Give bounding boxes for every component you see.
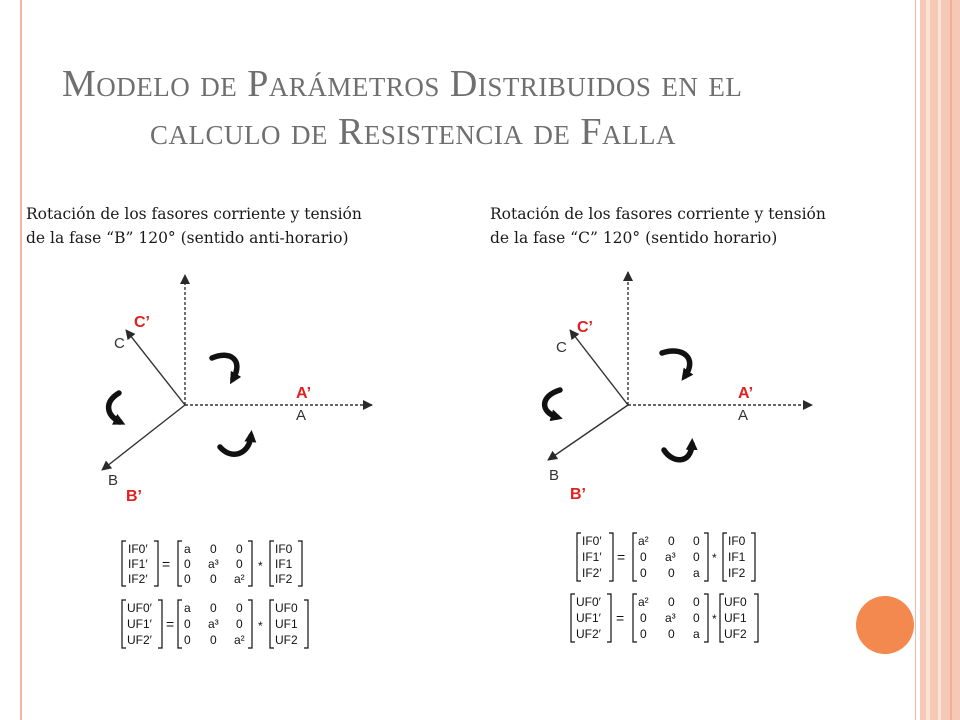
- vector-entry: UF2′: [127, 633, 152, 647]
- vector-entry: IF0: [275, 542, 293, 556]
- rotation-arrow-icon: [662, 351, 690, 376]
- phasor-b-arrow: [548, 405, 628, 460]
- label-a-prime: A’: [738, 385, 754, 402]
- bracket: [704, 594, 708, 642]
- matrix-cell: a³: [208, 617, 219, 631]
- matrix-cell: a²: [234, 633, 245, 647]
- bracket: [577, 533, 581, 581]
- left-voltage-equation: [122, 600, 308, 648]
- vector-entry: IF1: [728, 550, 746, 564]
- vector-entry: UF0: [275, 601, 298, 615]
- vector-entry: UF2′: [576, 627, 601, 641]
- matrix-cell: 0: [693, 611, 700, 625]
- bracket: [633, 533, 637, 581]
- left-caption-line-1: Rotación de los fasores corriente y tensión: [26, 205, 362, 223]
- bracket: [248, 541, 252, 586]
- matrix-cell: 0: [668, 566, 675, 580]
- bracket: [609, 533, 613, 581]
- rotation-arrow-icon: [212, 355, 237, 379]
- matrix-cell: 0: [210, 633, 217, 647]
- matrix-cell: a: [693, 566, 700, 580]
- matrix-cell: a³: [665, 550, 676, 564]
- matrix-cell: 0: [236, 557, 243, 571]
- label-b-prime: B’: [570, 486, 586, 503]
- matrix-cell: 0: [693, 550, 700, 564]
- rotation-arrow-icon: [664, 444, 692, 460]
- rotation-arrow-icon: [545, 390, 560, 417]
- matrix-cell: 0: [210, 572, 217, 586]
- matrix-cell: a³: [665, 611, 676, 625]
- right-caption-line-2: de la fase “C” 120° (sentido horario): [490, 229, 778, 247]
- matrix-cell: 0: [693, 534, 700, 548]
- matrix-cell: a²: [234, 572, 245, 586]
- phasor-c-arrow: [126, 330, 185, 405]
- matrix-cell: 0: [640, 627, 647, 641]
- vector-entry: IF1: [275, 557, 293, 571]
- vector-entry: UF0′: [127, 601, 152, 615]
- matrix-cell: 0: [668, 534, 675, 548]
- label-c: C: [556, 339, 567, 356]
- matrix-cell: 0: [640, 566, 647, 580]
- label-a-prime: A’: [296, 385, 312, 402]
- label-b: B: [108, 472, 119, 489]
- bracket: [248, 600, 252, 648]
- bracket: [751, 533, 755, 581]
- vector-entry: IF2: [728, 566, 746, 580]
- matrix-cell: a: [693, 627, 700, 641]
- vector-entry: UF0′: [576, 595, 601, 609]
- matrix-cell: 0: [210, 601, 217, 615]
- left-caption-line-2: de la fase “B” 120° (sentido anti-horario): [26, 229, 349, 247]
- times-sign: *: [712, 612, 717, 626]
- right-phasor-diagram: [545, 272, 812, 503]
- title-line-2: calculo de Resistencia de Falla: [150, 111, 676, 153]
- bracket: [158, 600, 162, 648]
- bracket: [270, 600, 274, 648]
- vector-entry: UF1: [275, 617, 298, 631]
- vector-entry: IF2′: [582, 566, 602, 580]
- vector-entry: IF1′: [128, 557, 148, 571]
- right-caption-line-1: Rotación de los fasores corriente y tensión: [490, 205, 826, 223]
- times-sign: *: [258, 559, 263, 573]
- bracket: [178, 541, 182, 586]
- vector-entry: IF2: [275, 572, 293, 586]
- vector-entry: UF2: [275, 633, 298, 647]
- label-c: C: [114, 335, 125, 352]
- vector-entry: UF1′: [576, 611, 601, 625]
- times-sign: *: [258, 619, 263, 633]
- vector-entry: IF2′: [128, 572, 148, 586]
- phasor-c-arrow: [570, 330, 628, 405]
- right-voltage-equation: [571, 594, 758, 642]
- bracket: [607, 594, 611, 642]
- bracket: [723, 533, 727, 581]
- matrix-cell: 0: [236, 601, 243, 615]
- matrix-cell: a²: [638, 534, 649, 548]
- matrix-cell: 0: [236, 617, 243, 631]
- matrix-cell: a: [184, 601, 191, 615]
- vector-entry: IF0′: [128, 542, 148, 556]
- bracket: [122, 600, 126, 648]
- bracket: [154, 541, 158, 586]
- bracket: [122, 541, 126, 586]
- times-sign: *: [712, 551, 717, 565]
- matrix-cell: 0: [184, 617, 191, 631]
- vector-entry: UF1′: [127, 617, 152, 631]
- matrix-cell: 0: [668, 595, 675, 609]
- matrix-cell: a²: [638, 595, 649, 609]
- vector-entry: IF1′: [582, 550, 602, 564]
- vector-entry: UF1: [724, 611, 747, 625]
- equals-sign: =: [166, 616, 175, 632]
- bracket: [304, 600, 308, 648]
- vector-entry: IF0: [728, 534, 746, 548]
- matrix-cell: 0: [668, 627, 675, 641]
- matrix-cell: 0: [693, 595, 700, 609]
- matrix-cell: 0: [640, 611, 647, 625]
- label-b-prime: B’: [126, 488, 142, 505]
- bracket: [754, 594, 758, 642]
- bracket: [178, 600, 182, 648]
- matrix-cell: 0: [210, 542, 217, 556]
- matrix-cell: 0: [184, 633, 191, 647]
- equals-sign: =: [617, 549, 626, 565]
- title-line-1: Modelo de Parámetros Distribuidos en el: [62, 63, 743, 105]
- label-c-prime: C’: [134, 314, 150, 331]
- left-current-equation: [122, 541, 302, 586]
- label-a: A: [738, 407, 749, 424]
- rotation-arrow-icon: [109, 393, 120, 422]
- vector-entry: UF0: [724, 595, 747, 609]
- matrix-cell: 0: [184, 557, 191, 571]
- matrix-cell: 0: [184, 572, 191, 586]
- bracket: [270, 541, 274, 586]
- matrix-cell: 0: [236, 542, 243, 556]
- label-c-prime: C’: [577, 319, 593, 336]
- equals-sign: =: [616, 610, 625, 626]
- bracket: [298, 541, 302, 586]
- label-a: A: [296, 407, 307, 424]
- right-current-equation: [577, 533, 755, 581]
- matrix-cell: 0: [640, 550, 647, 564]
- matrix-cell: a³: [208, 557, 219, 571]
- rotation-arrow-icon: [220, 436, 251, 454]
- bracket: [571, 594, 575, 642]
- label-b: B: [549, 467, 560, 484]
- vector-entry: IF0′: [582, 534, 602, 548]
- left-phasor-diagram: [102, 275, 372, 505]
- equations: [122, 533, 758, 648]
- matrix-cell: a: [184, 542, 191, 556]
- bracket: [633, 594, 637, 642]
- bracket: [704, 533, 708, 581]
- equals-sign: =: [162, 556, 171, 572]
- vector-entry: UF2: [724, 627, 747, 641]
